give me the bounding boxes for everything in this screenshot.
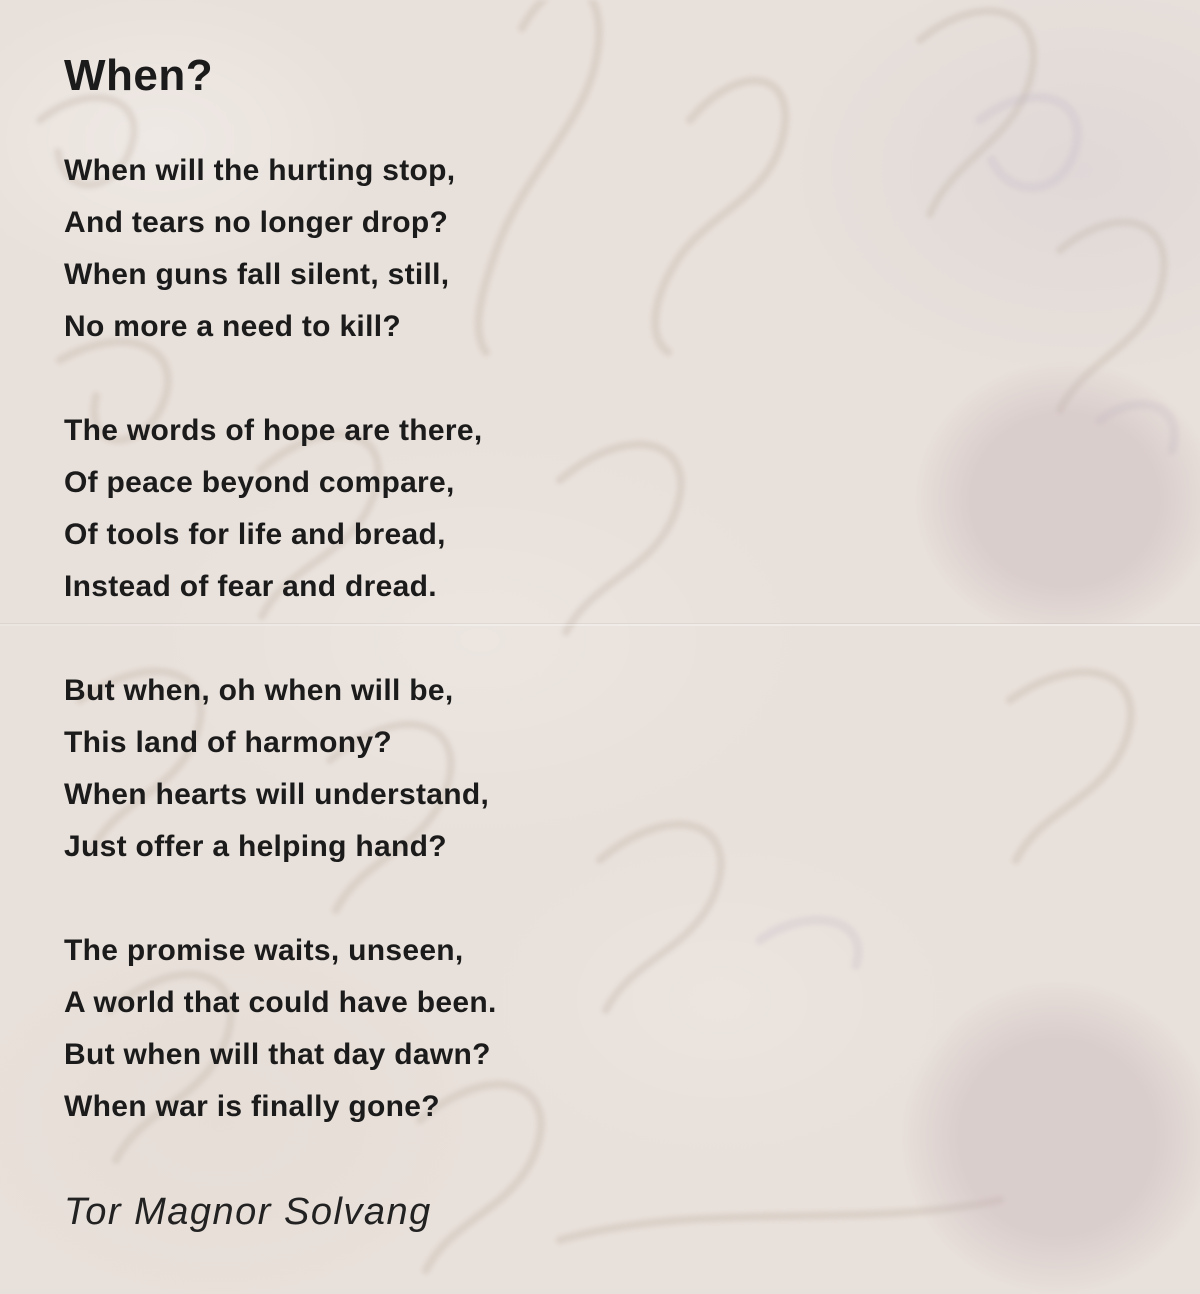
poem-line: A world that could have been.	[64, 986, 497, 1019]
poem-line: The promise waits, unseen,	[64, 934, 464, 967]
stanza-1	[64, 145, 497, 353]
poem-line: When will the hurting stop,	[64, 154, 456, 187]
paper-stain-top	[880, 330, 1200, 624]
poem-line: But when, oh when will be,	[64, 674, 454, 707]
poem-line: When guns fall silent, still,	[64, 258, 450, 291]
poem-line: Just offer a helping hand?	[64, 830, 447, 863]
poem-line: No more a need to kill?	[64, 310, 401, 343]
poem-line: When hearts will understand,	[64, 778, 490, 811]
poem-line: But when will that day dawn?	[64, 1038, 491, 1071]
poem-line: This land of harmony?	[64, 726, 392, 759]
stanza-2	[64, 405, 497, 613]
poem-line: The words of hope are there,	[64, 414, 483, 447]
stanza-3	[64, 665, 497, 873]
poem-body	[64, 145, 497, 1185]
poem-title: When?	[64, 51, 214, 100]
poem-line: When war is finally gone?	[64, 1090, 440, 1123]
poem-line: Of tools for life and bread,	[64, 518, 446, 551]
poem-line: Instead of fear and dread.	[64, 570, 437, 603]
stanza-4	[64, 925, 497, 1133]
poem-line: Of peace beyond compare,	[64, 466, 455, 499]
poem-author: Tor Magnor Solvang	[64, 1191, 432, 1233]
poem-line: And tears no longer drop?	[64, 206, 449, 239]
